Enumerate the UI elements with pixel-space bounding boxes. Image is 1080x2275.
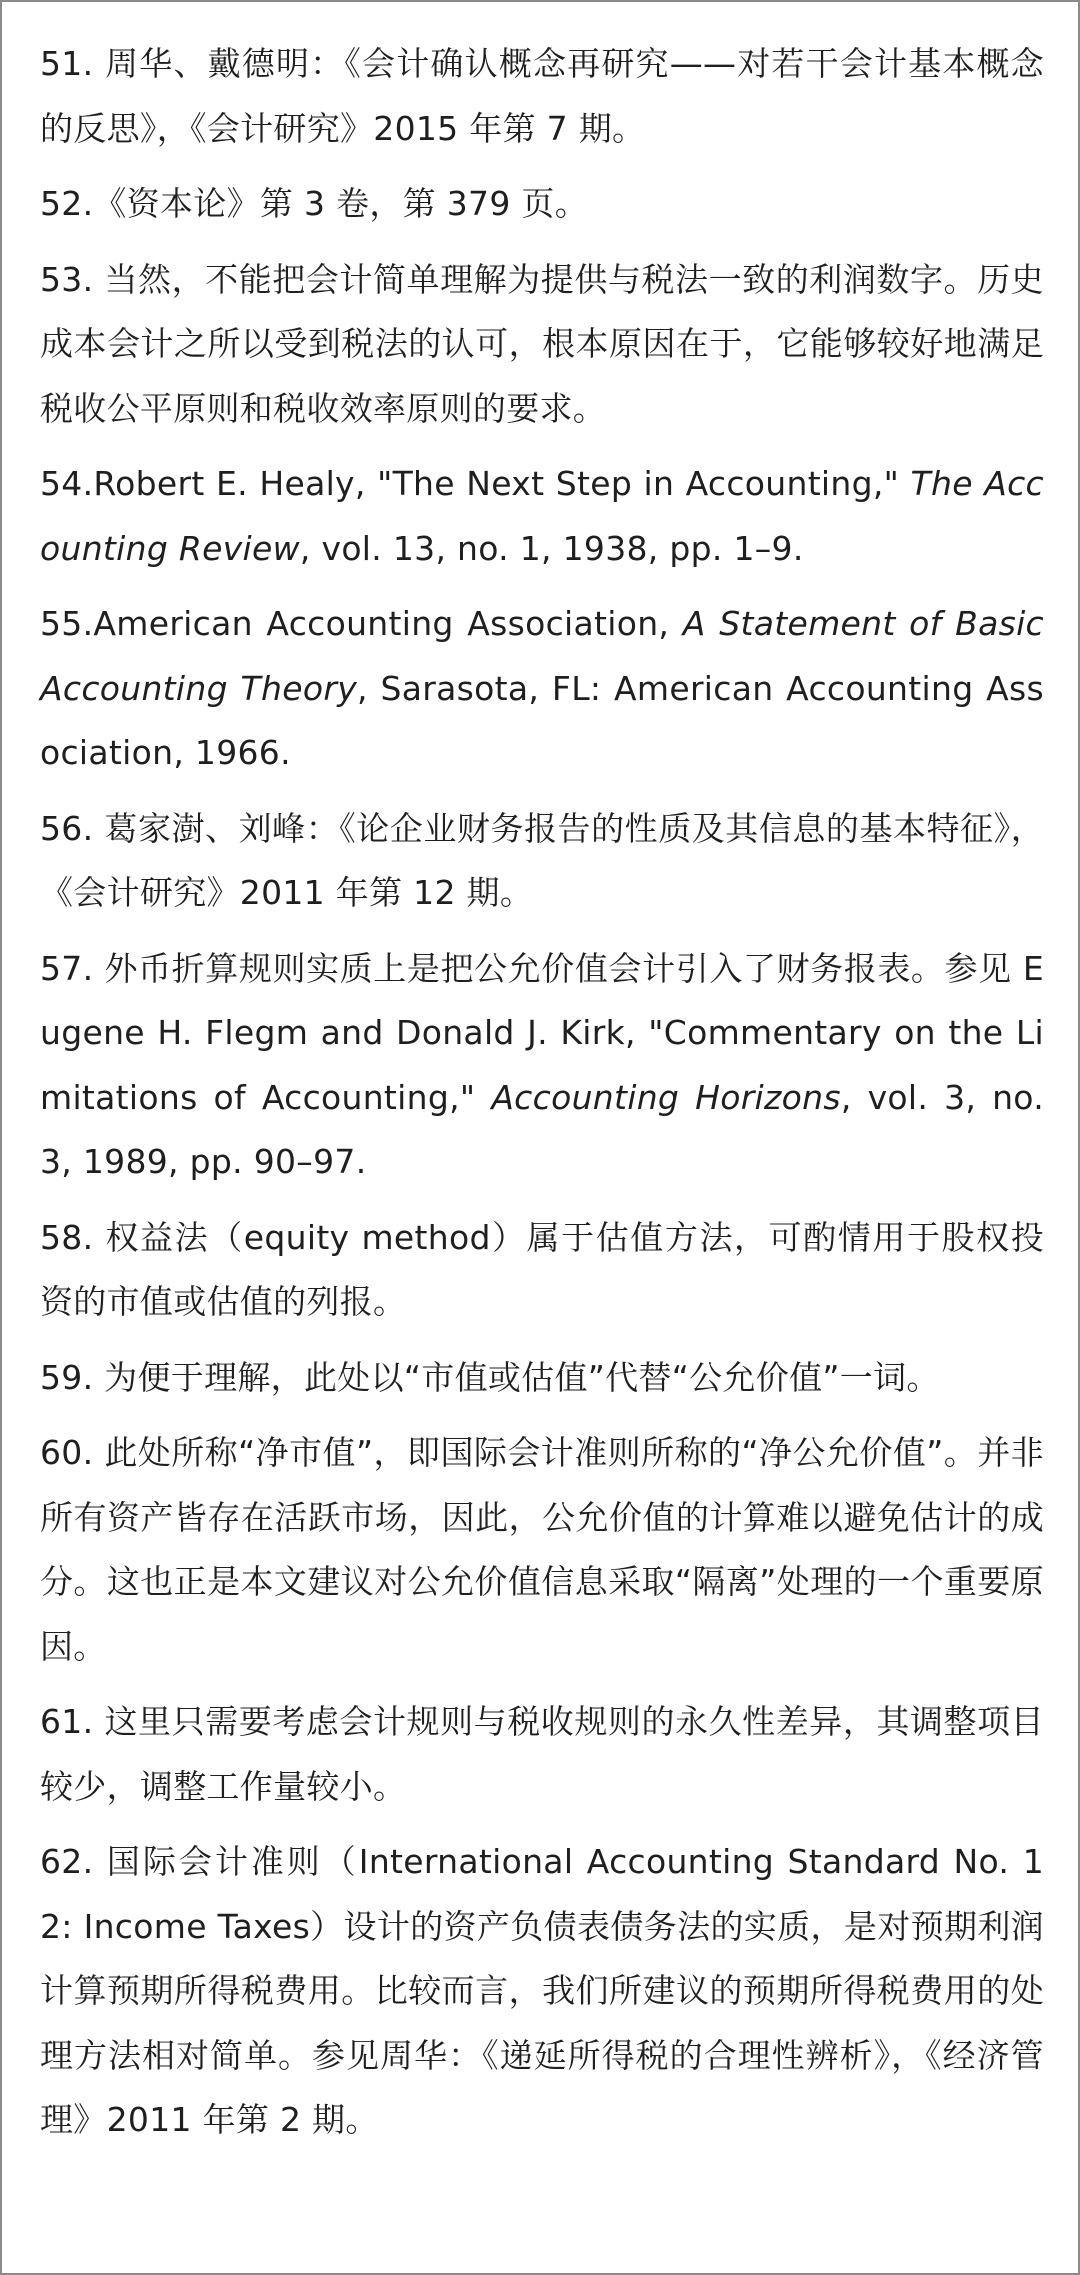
endnote-italic-title: Accounting Horizons [491, 1077, 841, 1117]
endnote-text: 国际会计准则（International Accounting Standard No. 12: Income Taxes）设计的资产负债表债务法的实质，是对预期利润计算预期所得税费用。比较而言，我们所建议的预期所得税费用的处理方法相对简单。参见周华：《递延所得税的合理性辨析》，《经济管理》2011 年第 2 期。 [40, 1842, 1044, 2139]
endnote-number: 51. [40, 44, 94, 83]
endnote-number: 58. [40, 1217, 94, 1257]
endnote-56 [40, 797, 1044, 926]
endnote-text: 外币折算规则实质上是把公允价值会计引入了财务报表。参见 Eugene H. Flegm and Donald J. Kirk, "Commentary on the Limitations of Accounting," [40, 948, 1044, 1117]
endnote-number: 60. [40, 1433, 94, 1472]
endnote-number: 59. [40, 1357, 94, 1397]
endnote-text: , vol. 13, no. 1, 1938, pp. 1–9. [299, 528, 804, 568]
endnote-59 [40, 1346, 1044, 1411]
endnote-italic-title: A Statement of Basic Accounting Theory [40, 604, 1044, 708]
endnote-number: 52. [40, 184, 94, 223]
endnote-text: , Sarasota, FL: American Accounting Association, 1966. [40, 668, 1045, 772]
endnote-number: 54. [40, 464, 94, 503]
endnote-text: 葛家澍、刘峰：《论企业财务报告的性质及其信息的基本特征》，《会计研究》2011 年第 12 期。 [40, 808, 1044, 912]
endnote-52 [40, 172, 1044, 237]
endnote-text: , vol. 3, no. 3, 1989, pp. 90–97. [40, 1077, 1044, 1181]
endnote-text: 周华、戴德明：《会计确认概念再研究——对若干会计基本概念的反思》，《会计研究》2015 年第 7 期。 [40, 44, 1044, 148]
endnote-62 [40, 1830, 1044, 2153]
endnote-57 [40, 937, 1044, 1195]
endnote-text: 当然，不能把会计简单理解为提供与税法一致的利润数字。历史成本会计之所以受到税法的认可，根本原因在于，它能够较好地满足税收公平原则和税收效率原则的要求。 [40, 259, 1044, 428]
endnote-text: 《资本论》第 3 卷，第 379 页。 [93, 184, 589, 223]
endnote-text: American Accounting Association, [93, 604, 683, 643]
endnote-53 [40, 248, 1044, 442]
endnote-54 [40, 452, 1044, 581]
endnote-text: 为便于理解，此处以“市值或估值”代替“公允价值”一词。 [93, 1357, 940, 1397]
endnote-number: 55. [40, 604, 94, 643]
endnote-number: 57. [40, 948, 94, 988]
endnote-51 [40, 32, 1044, 161]
endnote-55 [40, 592, 1044, 786]
endnote-text: 权益法（equity method）属于估值方法，可酌情用于股权投资的市值或估值的列报。 [40, 1217, 1044, 1321]
endnote-text: 此处所称“净市值”，即国际会计准则所称的“净公允价值”。并非所有资产皆存在活跃市场，因此，公允价值的计算难以避免估计的成分。这也正是本文建议对公允价值信息采取“隔离”处理的一个重要原因。 [40, 1433, 1044, 1666]
endnote-61 [40, 1690, 1044, 1819]
endnote-italic-title: The Accounting Review [40, 464, 1044, 568]
endnote-number: 62. [40, 1842, 94, 1881]
endnote-text: 这里只需要考虑会计规则与税收规则的永久性差异，其调整项目较少，调整工作量较小。 [40, 1702, 1044, 1806]
endnote-58 [40, 1206, 1044, 1335]
endnote-number: 61. [40, 1702, 94, 1741]
endnotes-list [40, 32, 1044, 2153]
endnote-60 [40, 1421, 1044, 1679]
endnote-number: 56. [40, 808, 94, 848]
endnote-number: 53. [40, 259, 94, 299]
endnote-text: Robert E. Healy, "The Next Step in Accounting," [93, 464, 911, 503]
